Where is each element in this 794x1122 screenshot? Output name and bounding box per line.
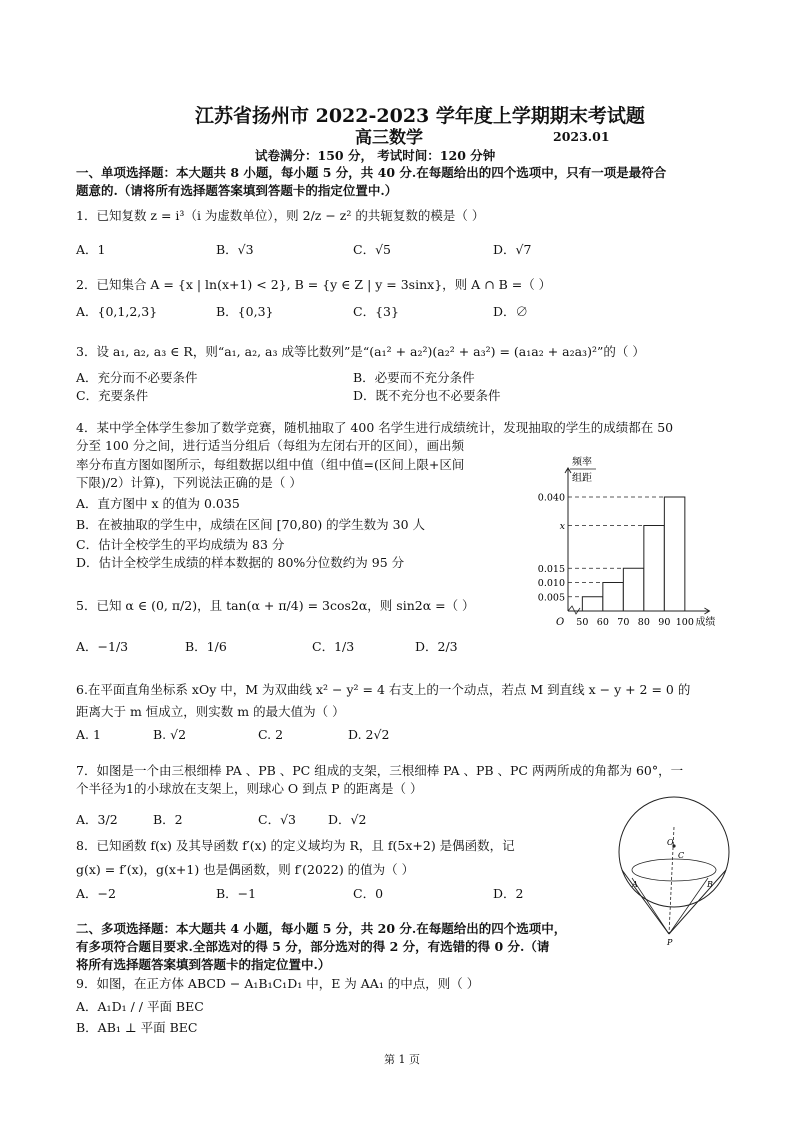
x-tick-label: 100: [675, 617, 694, 628]
section1-heading: 一、单项选择题：本大题共 8 小题，每小题 5 分，共 40 分.在每题给出的四个选项中，只有一项是最符合: [76, 165, 667, 180]
q2-option-b[interactable]: B．{0,3}: [216, 304, 274, 319]
q6-line2: 距离大于 m 恒成立，则实数 m 的最大值为（ ）: [76, 704, 345, 719]
q4-line3: 率分布直方图如图所示，每组数据以组中值（组中值=(区间上限+区间: [76, 457, 465, 472]
section2-heading-cont1: 有多项符合题目要求.全部选对的得 5 分，部分选对的得 2 分，有选错的得 0 分.（请: [76, 939, 550, 954]
page-title: 江苏省扬州市 2022-2023 学年度上学期期末考试题: [195, 105, 645, 127]
x-tick-label: 70: [617, 617, 630, 628]
histogram-bar: [623, 568, 644, 611]
exam-date: 2023.01: [553, 129, 610, 144]
y-axis-label-top: 频率: [572, 457, 592, 468]
q7-option-d[interactable]: D．√2: [328, 812, 367, 827]
label-p: P: [667, 938, 673, 947]
q6-option-c[interactable]: C. 2: [258, 727, 284, 742]
x-tick-label: 90: [658, 617, 671, 628]
rod-pb: [669, 870, 726, 934]
q1-option-a[interactable]: A．1: [76, 242, 106, 257]
histogram-chart: [510, 448, 735, 633]
edge-b: [669, 878, 708, 934]
histogram-bar: [664, 497, 685, 611]
q3-option-d[interactable]: D．既不充分也不必要条件: [353, 388, 501, 403]
q4-option-d[interactable]: D．估计全校学生成绩的样本数据的 80%分位数约为 95 分: [76, 555, 405, 570]
q7-line2: 个半径为1的小球放在支架上，则球心 O 到点 P 的距离是（ ）: [76, 781, 423, 796]
q9-option-b[interactable]: B．AB₁ ⊥ 平面 BEC: [76, 1020, 198, 1035]
q4-option-a[interactable]: A．直方图中 x 的值为 0.035: [76, 496, 240, 511]
q5-option-b[interactable]: B．1/6: [185, 639, 227, 654]
q9-stem: 9．如图，在正方体 ABCD − A₁B₁C₁D₁ 中，E 为 AA₁ 的中点，则（ ）: [76, 976, 480, 991]
q1-option-d[interactable]: D．√7: [493, 242, 532, 257]
section1-heading-cont: 题意的.（请将所有选择题答案填到答题卡的指定位置中.）: [76, 183, 398, 198]
q8-line1: 8．已知函数 f(x) 及其导函数 f′(x) 的定义域均为 R，且 f(5x+2) 是偶函数，记: [76, 838, 515, 853]
q7-option-c[interactable]: C．√3: [258, 812, 296, 827]
x-tick-label: 80: [637, 617, 650, 628]
q7-option-b[interactable]: B．2: [153, 812, 183, 827]
q8-option-d[interactable]: D．2: [493, 886, 524, 901]
q1-option-c[interactable]: C．√5: [353, 242, 391, 257]
q5-stem: 5．已知 α ∈ (0, π/2)，且 tan(α + π/4) = 3cos2α，则 sin2α =（ ）: [76, 598, 475, 613]
histogram-bar: [582, 597, 603, 611]
q6-option-a[interactable]: A. 1: [76, 727, 101, 742]
page-number: 第 1 页: [384, 1053, 420, 1066]
origin-label: O: [556, 617, 565, 628]
q4-line1: 4．某中学全体学生参加了数学竞赛，随机抽取了 400 名学生进行成绩统计，发现抽取的学生的成绩都在 50: [76, 420, 674, 435]
q6-line1: 6.在平面直角坐标系 xOy 中，M 为双曲线 x² − y² = 4 右支上的一个动点，若点 M 到直线 x − y + 2 = 0 的: [76, 682, 691, 697]
histogram-bar: [644, 526, 665, 612]
q5-option-c[interactable]: C．1/3: [312, 639, 355, 654]
label-a: A: [632, 880, 638, 889]
x-axis-label: 成绩: [695, 617, 716, 628]
q4-line4: 下限)/2）计算)，下列说法正确的是（ ）: [76, 475, 302, 490]
y-tick-label: x: [559, 521, 565, 532]
x-tick-label: 50: [576, 617, 589, 628]
q8-option-b[interactable]: B．−1: [216, 886, 257, 901]
axis-break: [568, 606, 580, 614]
section2-heading: 二、多项选择题：本大题共 4 小题，每小题 5 分，共 20 分.在每题给出的四个选项中，: [76, 921, 567, 936]
y-tick-label: 0.015: [537, 563, 565, 575]
sphere-tripod-figure: [612, 792, 737, 950]
x-tick-label: 60: [596, 617, 609, 628]
q8-option-c[interactable]: C．0: [353, 886, 384, 901]
y-axis-label-bottom: 组距: [572, 473, 592, 484]
q3-option-a[interactable]: A．充分而不必要条件: [76, 370, 198, 385]
q2-option-d[interactable]: D．∅: [493, 304, 529, 319]
q8-line2: g(x) = f′(x)，g(x+1) 也是偶函数，则 f′(2022) 的值为（ ）: [76, 862, 415, 877]
q7-line1: 7．如图是一个由三根细棒 PA 、PB 、PC 组成的支架，三根细棒 PA 、PB 、PC 两两所成的角都为 60°，一: [76, 763, 684, 778]
q9-option-a[interactable]: A．A₁D₁ / / 平面 BEC: [76, 999, 204, 1014]
rod-pa: [622, 870, 669, 934]
q2-stem: 2．已知集合 A = {x | ln(x+1) < 2}, B = {y ∈ Z | y = 3sinx}，则 A ∩ B =（ ）: [76, 277, 552, 292]
q5-option-d[interactable]: D．2/3: [415, 639, 458, 654]
q4-line2: 分至 100 分之间，进行适当分组后（每组为左闭右开的区间），画出频: [76, 438, 465, 453]
q4-option-c[interactable]: C．估计全校学生的平均成绩为 83 分: [76, 537, 285, 552]
y-tick-label: 0.010: [537, 578, 565, 589]
histogram-bar: [603, 583, 624, 612]
subject-title: 高三数学: [355, 128, 423, 148]
q1-stem: 1．已知复数 z = i³（i 为虚数单位），则 2/z − z² 的共轭复数的模是（ ）: [76, 208, 485, 223]
q3-stem: 3．设 a₁, a₂, a₃ ∈ R，则“a₁, a₂, a₃ 成等比数列”是“(a₁² + a₂²)(a₂² + a₃²) = (a₁a₂ + a₂a₃)²”的（ ）: [76, 344, 645, 359]
contact-circle: [632, 859, 716, 881]
exam-info: 试卷满分：150 分， 考试时间：120 分钟: [255, 148, 496, 163]
q7-option-a[interactable]: A．3/2: [76, 812, 118, 827]
section2-heading-cont2: 将所有选择题答案填到答题卡的指定位置中.）: [76, 957, 331, 972]
q5-option-a[interactable]: A．−1/3: [76, 639, 129, 654]
q2-option-c[interactable]: C．{3}: [353, 304, 399, 319]
q6-option-b[interactable]: B. √2: [153, 727, 187, 742]
q3-option-c[interactable]: C．充要条件: [76, 388, 149, 403]
q1-option-b[interactable]: B．√3: [216, 242, 254, 257]
label-b: B: [707, 880, 713, 889]
q2-option-a[interactable]: A．{0,1,2,3}: [76, 304, 158, 319]
q8-option-a[interactable]: A．−2: [76, 886, 116, 901]
q6-option-d[interactable]: D. 2√2: [348, 727, 390, 742]
label-c: C: [678, 851, 685, 860]
q4-option-b[interactable]: B．在被抽取的学生中，成绩在区间 [70,80) 的学生数为 30 人: [76, 517, 426, 532]
q3-option-b[interactable]: B．必要而不充分条件: [353, 370, 475, 385]
y-tick-label: 0.040: [537, 492, 565, 504]
label-o: O: [667, 838, 674, 847]
sphere-outline: [619, 797, 729, 907]
y-tick-label: 0.005: [537, 592, 565, 604]
